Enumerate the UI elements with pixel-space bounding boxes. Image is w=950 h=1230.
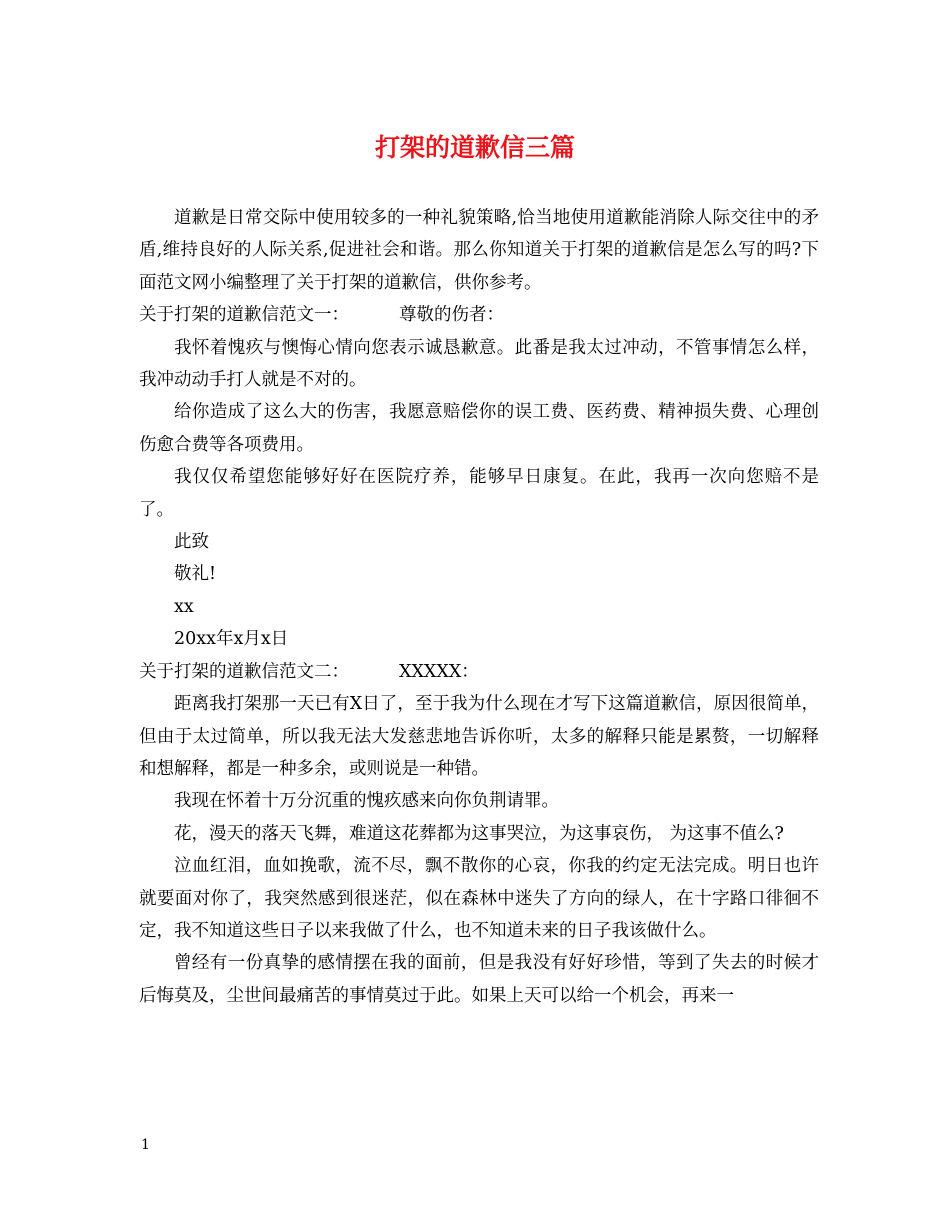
letter2-paragraph-1: 距离我打架那一天已有X日了，至于我为什么现在才写下这篇道歉信，原因很简单，但由于太过简单，所以我无法大发慈悲地告诉你听，太多的解释只能是累赘，一切解释和想解释，都是一种多余，或则说是一种错。 (139, 694, 819, 779)
letter2-paragraph-2: 我现在怀着十万分沉重的愧疚感来向你负荆请罪。 (174, 791, 559, 812)
letter1-heading: 关于打架的道歉信范文一： (139, 305, 349, 326)
letter1-salutation: 尊敬的伤者： (399, 305, 504, 326)
letter2-heading: 关于打架的道歉信范文二： (139, 661, 349, 682)
letter2-paragraph-4: 泣血红泪，血如挽歌，流不尽，飘不散你的心哀，你我的约定无法完成。明日也许就要面对你了，我突然感到很迷茫，似在森林中迷失了方向的绿人，在十字路口徘徊不定，我不知道这些日子以来我做了什么，也不知道未来的日子我该做什么。 (139, 856, 819, 941)
letter1-heading-line (139, 299, 819, 331)
letter2-paragraph-5: 曾经有一份真挚的感情摆在我的面前，但是我没有好好珍惜，等到了失去的时候才后悔莫及，尘世间最痛苦的事情莫过于此。如果上天可以给一个机会，再来一 (139, 953, 819, 1006)
page-title: 打架的道歉信三篇 (374, 133, 575, 162)
letter2-paragraph-3: 花，漫天的落天飞舞，难道这花葬都为这事哭泣，为这事哀伤， 为这事不值么? (174, 823, 784, 844)
page-number: 1 (141, 1137, 150, 1153)
letter1-signature: xx (174, 596, 194, 617)
letter1-date: 20xx年x月x日 (174, 629, 289, 650)
letter1-regards: 敬礼! (174, 564, 217, 585)
letter1-paragraph-3: 我仅仅希望您能够好好在医院疗养，能够早日康复。在此，我再一次向您赔不是了。 (139, 467, 819, 520)
letter1-paragraph-1: 我怀着愧疚与懊悔心情向您表示诚恳歉意。此番是我太过冲动，不管事情怎么样，我冲动动手打人就是不对的。 (139, 337, 819, 391)
letter1-paragraph-2: 给你造成了这么大的伤害，我愿意赔偿你的误工费、医药费、精神损失费、心理创伤愈合费等各项费用。 (139, 402, 819, 455)
letter1-closing: 此致 (174, 532, 209, 553)
intro-paragraph: 道歉是日常交际中使用较多的一种礼貌策略,恰当地使用道歉能消除人际交往中的矛盾,维持良好的人际关系,促进社会和谐。那么你知道关于打架的道歉信是怎么写的吗?下面范文网小编整理了关于打架的道歉信，供你参考。 (139, 208, 819, 293)
letter2-heading-line (139, 656, 819, 688)
document-body (139, 202, 819, 1012)
letter2-salutation: XXXXX： (399, 661, 479, 682)
